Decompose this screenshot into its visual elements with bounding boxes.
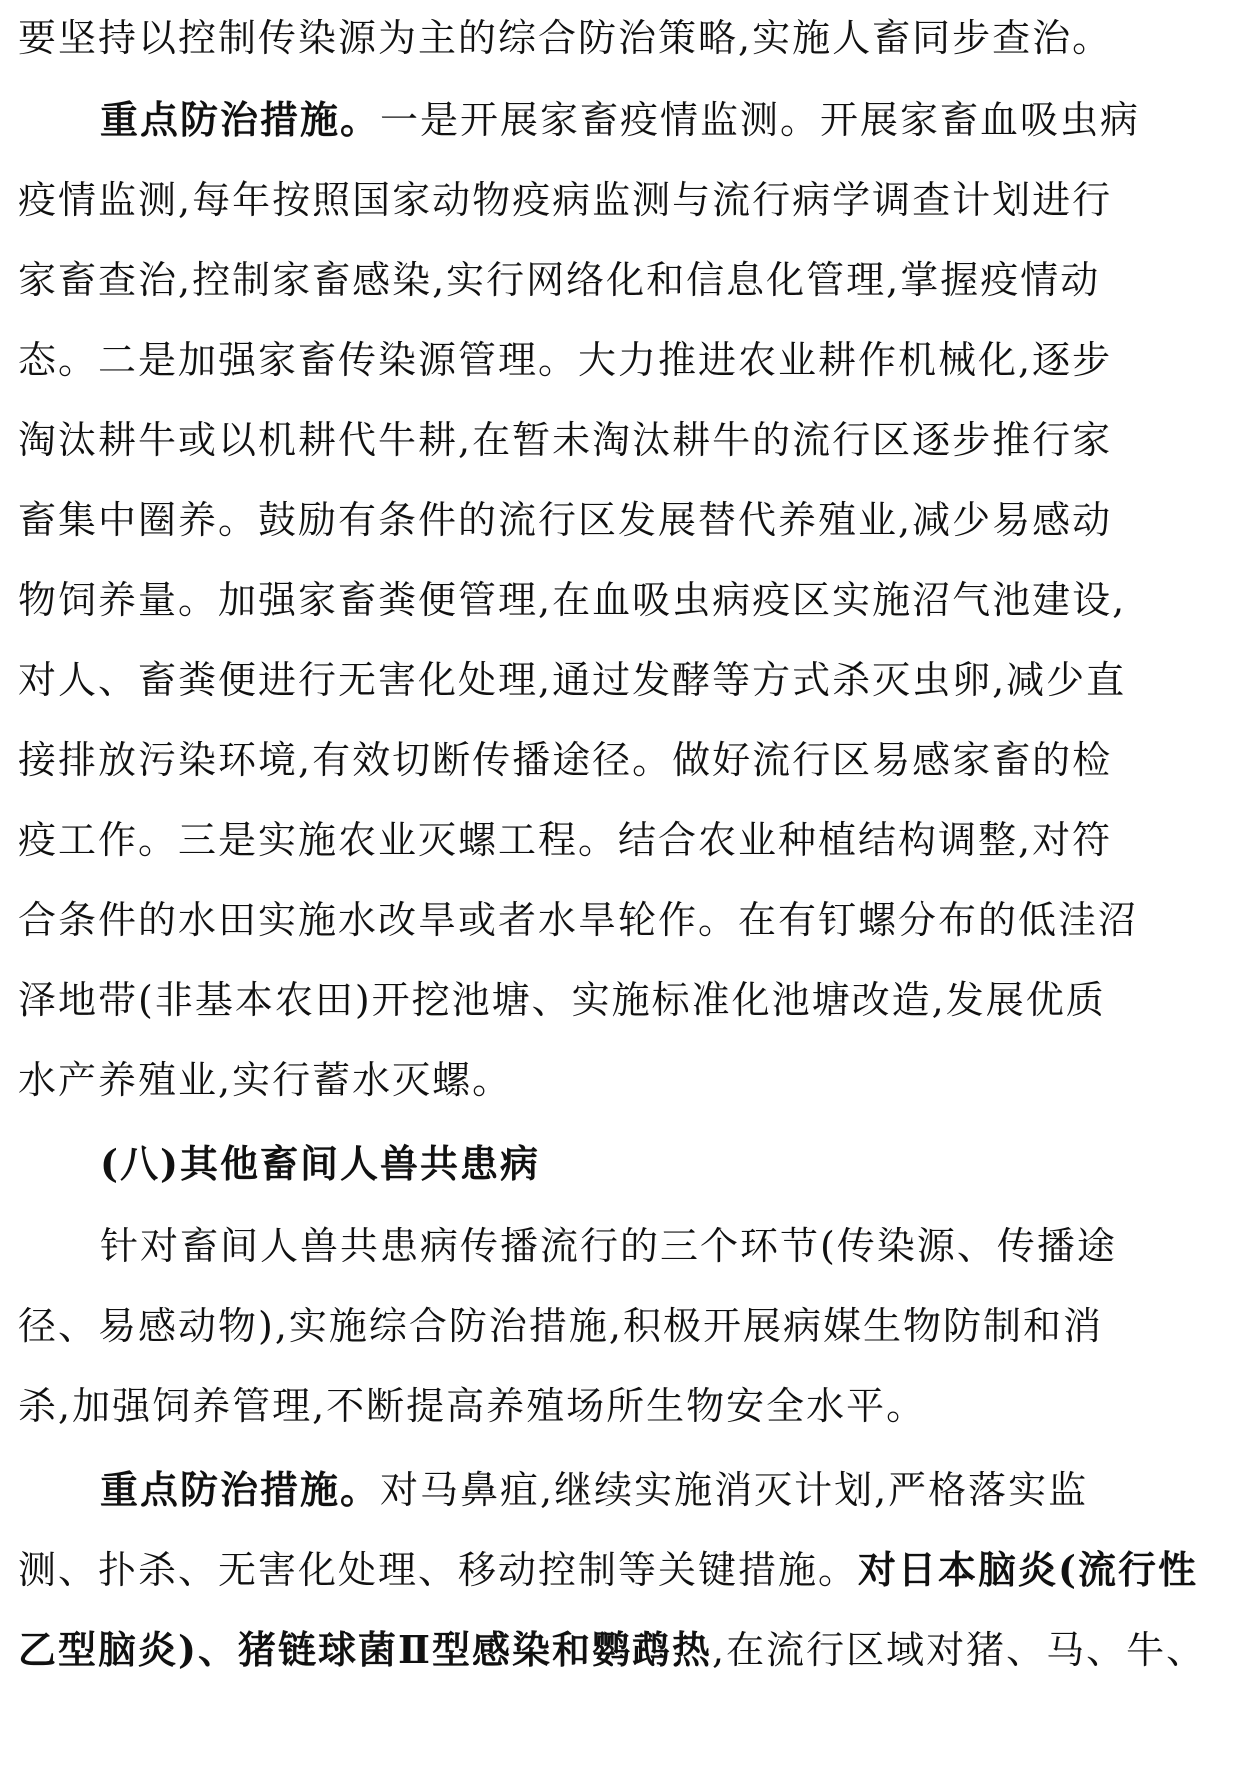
text-segment: 疫情监测,每年按照国家动物疫病监测与流行病学调查计划进行 bbox=[18, 178, 1113, 222]
text-segment: 泽地带(非基本农田)开挖池塘、实施标准化池塘改造,发展优质 bbox=[18, 978, 1106, 1022]
text-line bbox=[18, 1610, 1236, 1690]
text-segment: 疫工作。三是实施农业灭螺工程。结合农业种植结构调整,对符 bbox=[18, 818, 1113, 862]
text-segment: 淘汰耕牛或以机耕代牛耕,在暂未淘汰耕牛的流行区逐步推行家 bbox=[18, 418, 1113, 462]
text-segment: 径、易感动物),实施综合防治措施,积极开展病媒生物防制和消 bbox=[18, 1304, 1103, 1348]
text-segment: 对马鼻疽,继续实施消灭计划,严格落实监 bbox=[380, 1468, 1089, 1512]
text-segment: 接排放污染环境,有效切断传播途径。做好流行区易感家畜的检 bbox=[18, 738, 1113, 782]
text-segment: 杀,加强饲养管理,不断提高养殖场所生物安全水平。 bbox=[18, 1384, 927, 1428]
text-line bbox=[18, 480, 1236, 560]
text-line bbox=[18, 560, 1236, 640]
text-line bbox=[18, 800, 1236, 880]
text-line bbox=[18, 0, 1236, 78]
text-line bbox=[18, 1040, 1236, 1120]
section-heading bbox=[100, 1124, 1258, 1204]
text-segment: 合条件的水田实施水改旱或者水旱轮作。在有钉螺分布的低洼沼 bbox=[18, 898, 1139, 942]
text-segment: 一是开展家畜疫情监测。开展家畜血吸虫病 bbox=[380, 98, 1141, 142]
text-line bbox=[18, 880, 1236, 960]
text-line bbox=[18, 640, 1236, 720]
text-segment: 态。二是加强家畜传染源管理。大力推进农业耕作机械化,逐步 bbox=[18, 338, 1113, 382]
text-line bbox=[100, 1206, 1236, 1286]
text-line bbox=[18, 1286, 1236, 1366]
text-segment: ,在流行区域对猪、马、牛、 bbox=[712, 1628, 1207, 1672]
text-line bbox=[18, 720, 1236, 800]
text-line bbox=[18, 960, 1236, 1040]
section-heading-text: (八)其他畜间人兽共患病 bbox=[100, 1141, 540, 1186]
bold-segment: 乙型脑炎)、猪链球菌Ⅱ型感染和鹦鹉热 bbox=[18, 1627, 713, 1672]
text-line bbox=[18, 1366, 1236, 1446]
text-line bbox=[18, 1530, 1236, 1610]
text-segment: 测、扑杀、无害化处理、移动控制等关键措施。 bbox=[18, 1548, 859, 1592]
text-segment: 畜集中圈养。鼓励有条件的流行区发展替代养殖业,减少易感动 bbox=[18, 498, 1113, 542]
text-line bbox=[100, 1450, 1236, 1530]
text-line bbox=[100, 80, 1236, 160]
text-segment: 水产养殖业,实行蓄水灭螺。 bbox=[18, 1058, 513, 1102]
text-segment: 物饲养量。加强家畜粪便管理,在血吸虫病疫区实施沼气池建设, bbox=[18, 578, 1127, 622]
text-line bbox=[18, 240, 1236, 320]
text-segment: 要坚持以控制传染源为主的综合防治策略,实施人畜同步查治。 bbox=[18, 16, 1113, 60]
bold-segment: 对日本脑炎(流行性 bbox=[858, 1547, 1198, 1592]
text-segment: 针对畜间人兽共患病传播流行的三个环节(传染源、传播途 bbox=[100, 1224, 1117, 1268]
bold-lead: 重点防治措施。 bbox=[100, 1467, 381, 1512]
text-line bbox=[18, 400, 1236, 480]
text-segment: 家畜查治,控制家畜感染,实行网络化和信息化管理,掌握疫情动 bbox=[18, 258, 1101, 302]
text-line bbox=[18, 320, 1236, 400]
text-line bbox=[18, 160, 1236, 240]
text-segment: 对人、畜粪便进行无害化处理,通过发酵等方式杀灭虫卵,减少直 bbox=[18, 658, 1127, 702]
bold-lead: 重点防治措施。 bbox=[100, 97, 381, 142]
